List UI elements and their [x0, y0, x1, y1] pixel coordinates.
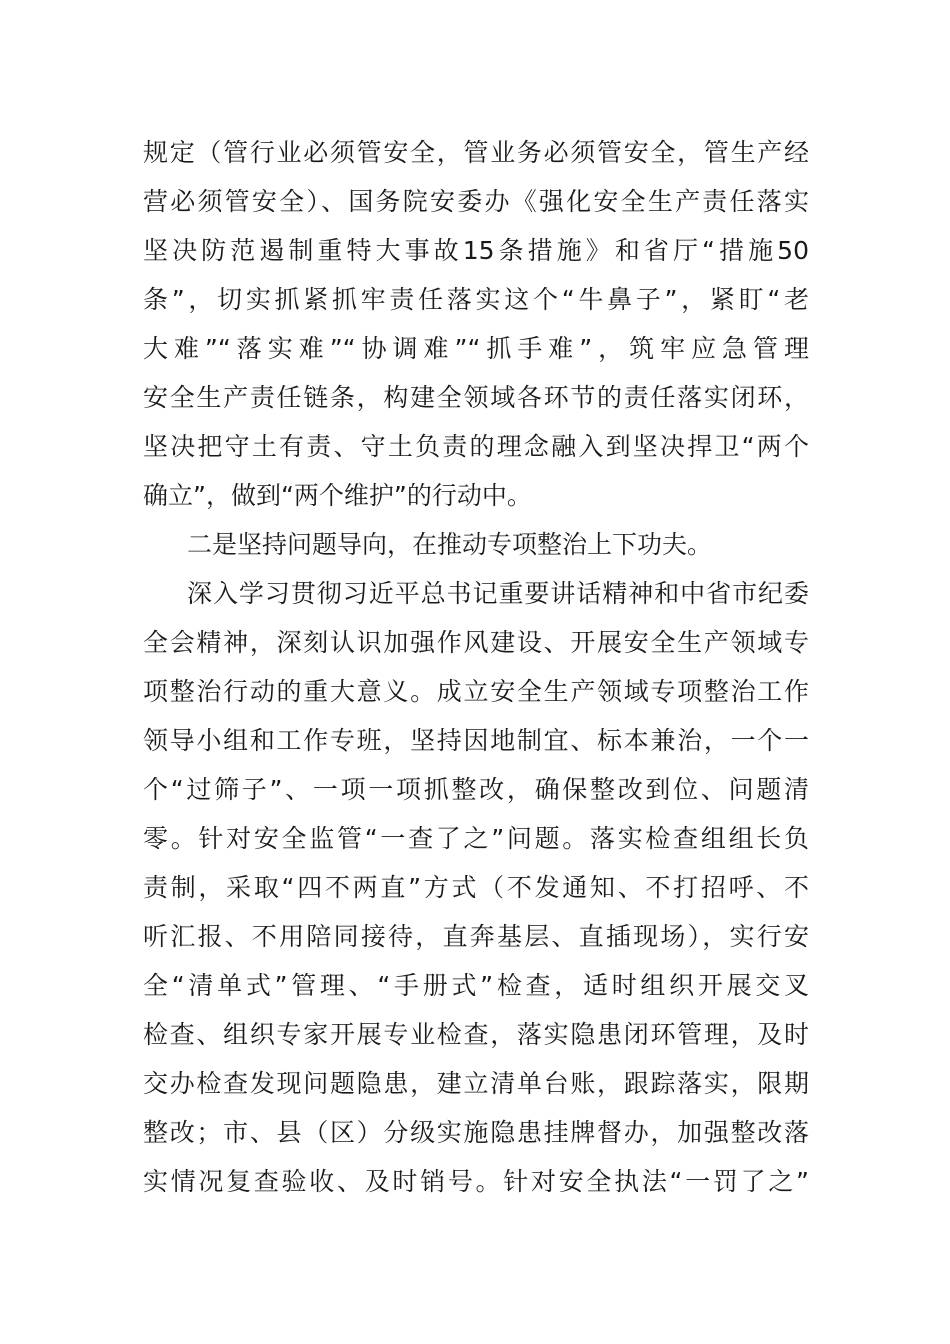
text-line: 大难”“落实难”“协调难”“抓手难”，筑牢应急管理: [143, 334, 809, 363]
text-line: 条”，切实抓紧抓牢责任落实这个“牛鼻子”，紧盯“老: [143, 285, 809, 314]
text-line: 实情况复查验收、及时销号。针对安全执法“一罚了之”: [143, 1167, 809, 1196]
section-heading: 二是坚持问题导向，在推动专项整治上下功夫。: [187, 530, 713, 559]
text-line: 全“清单式”管理、“手册式”检查，适时组织开展交叉: [143, 971, 809, 1000]
text-line: 坚决把守土有责、守土负责的理念融入到坚决捍卫“两个: [143, 432, 809, 461]
text-line: 整改；市、县（区）分级实施隐患挂牌督办，加强整改落: [143, 1118, 809, 1147]
paragraph-start-line: 深入学习贯彻习近平总书记重要讲话精神和中省市纪委: [187, 579, 809, 608]
text-line: 规定（管行业必须管安全，管业务必须管安全，管生产经: [143, 138, 809, 167]
text-line: 听汇报、不用陪同接待，直奔基层、直插现场），实行安: [143, 922, 809, 951]
text-line: 项整治行动的重大意义。成立安全生产领域专项整治工作: [143, 677, 809, 706]
text-line: 责制，采取“四不两直”方式（不发通知、不打招呼、不: [143, 873, 809, 902]
document-body: [143, 128, 809, 1206]
text-line: 检查、组织专家开展专业检查，落实隐患闭环管理，及时: [143, 1020, 809, 1049]
text-line: 坚决防范遏制重特大事故15条措施》和省厅“措施50: [143, 236, 809, 265]
text-line: 营必须管安全）、国务院安委办《强化安全生产责任落实: [143, 187, 809, 216]
text-line: 安全生产责任链条，构建全领域各环节的责任落实闭环，: [143, 383, 809, 412]
text-line: 交办检查发现问题隐患，建立清单台账，跟踪落实，限期: [143, 1069, 809, 1098]
text-line: 确立”，做到“两个维护”的行动中。: [143, 481, 532, 510]
text-line: 零。针对安全监管“一查了之”问题。落实检查组组长负: [143, 824, 809, 853]
text-line: 个“过筛子”、一项一项抓整改，确保整改到位、问题清: [143, 775, 809, 804]
text-line: 全会精神，深刻认识加强作风建设、开展安全生产领域专: [143, 628, 809, 657]
text-line: 领导小组和工作专班，坚持因地制宜、标本兼治，一个一: [143, 726, 809, 755]
